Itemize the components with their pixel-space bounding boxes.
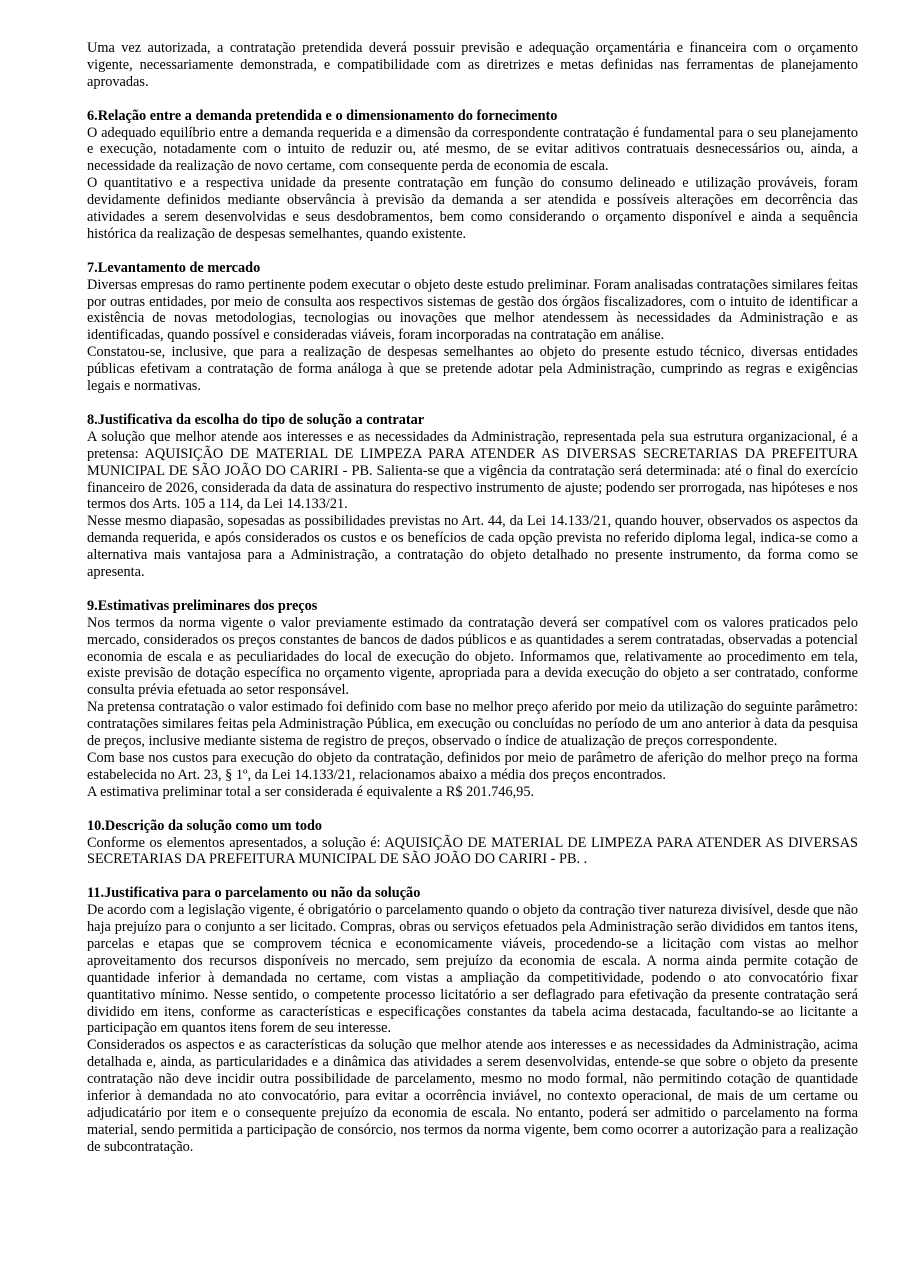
section-6-heading: 6.Relação entre a demanda pretendida e o dimensionamento do fornecimento (87, 107, 558, 124)
section-7-paragraph-1: Diversas empresas do ramo pertinente podem executar o objeto deste estudo preliminar. Foram analisadas contratações similares feitas por outras entidades, por meio de consulta aos respectivos sistemas de gestão dos órgãos fiscalizadores, com o intuito de identificar a existência de novas metodologias, tecnologias ou inovações que melhor atendessem às necessidades da Administração e as identificadas, quando possível e consideradas viáveis, foram incorporadas na contratação em análise. (87, 276, 858, 344)
section-11-heading: 11.Justificativa para o parcelamento ou não da solução (87, 885, 421, 902)
section-9-heading: 9.Estimativas preliminares dos preços (87, 597, 318, 614)
section-6-paragraph-2: O quantitativo e a respectiva unidade da presente contratação em função do consumo delineado e utilização prováveis, foram devidamente definidos mediante observância à previsão da demanda a ser atendida e possíveis alterações em decorrência das atividades a serem desenvolvidas e seus desdobramentos, bem como considerando o orçamento disponível e ainda a sequência histórica da realização de despesas semelhantes, quando existente. (87, 175, 858, 242)
section-10 (87, 818, 858, 869)
section-9-paragraph-4: A estimativa preliminar total a ser considerada é equivalente a R$ 201.746,95. (87, 783, 535, 800)
section-6-paragraph-1: O adequado equilíbrio entre a demanda requerida e a dimensão da correspondente contratação é fundamental para o seu planejamento e execução, notadamente com o intuito de reduzir ou, até mesmo, de se evitar aditivos contratuais desnecessários ou, ainda, a necessidade da realização de novo certame, com consequente perda de economia de escala. (87, 124, 858, 175)
section-7-heading: 7.Levantamento de mercado (87, 259, 261, 276)
section-9-paragraph-2: Na pretensa contratação o valor estimado foi definido com base no melhor preço aferido por meio da utilização do seguinte parâmetro: contratações similares feitas pela Administração Pública, em execução ou concluídas no período de um ano anterior à data da pesquisa de preços, inclusive mediante sistema de registro de preços, observado o índice de atualização de preços correspondente. (87, 699, 858, 750)
section-9-paragraph-1: Nos termos da norma vigente o valor previamente estimado da contratação deverá ser compatível com os valores praticados pelo mercado, considerados os preços constantes de bancos de dados públicos e as quantidades a serem contratadas, observadas a potencial economia de escala e as peculiaridades do local de execução do objeto. Informamos que, relativamente ao procedimento em tela, existe previsão de dotação específica no orçamento vigente, apropriada para a devida execução do objeto a ser contratado, conforme consulta prévia efetuada ao setor responsável. (87, 614, 858, 699)
section-11-paragraph-1: De acordo com a legislação vigente, é obrigatório o parcelamento quando o objeto da contração tiver natureza divisível, desde que não haja prejuízo para o conjunto a ser licitado. Compras, obras ou serviços efetuados pela Administração serão divididos em tantos itens, parcelas e etapas que se comprovem técnica e economicamente viáveis, procedendo-se a licitação com vistas ao melhor aproveitamento dos recursos disponíveis no mercado, sem prejuízo da economia de escala. A norma ainda permite cotação de quantidade inferior à demandada no certame, com vistas a ampliação da competitividade, podendo o ato convocatório fixar quantitativo mínimo. Nesse sentido, o competente processo licitatório a ser deflagrado para efetivação da presente contratação será dividido em itens, conforme as características e especificações constantes da tabela acima destacada, facultando-se ao licitante a participação em quantos itens forem de seu interesse. (87, 902, 858, 1037)
section-6 (87, 108, 858, 243)
section-7 (87, 260, 858, 395)
section-11 (87, 885, 858, 1156)
section-7-paragraph-2: Constatou-se, inclusive, que para a realização de despesas semelhantes ao objeto do presente estudo técnico, diversas entidades públicas efetivam a contratação de forma análoga à que se pretende adotar pela Administração, cumprindo as regras e exigências legais e normativas. (87, 344, 858, 395)
section-8-heading: 8.Justificativa da escolha do tipo de solução a contratar (87, 411, 425, 428)
intro-paragraph: Uma vez autorizada, a contratação pretendida deverá possuir previsão e adequação orçamentária e financeira com o orçamento vigente, necessariamente demonstrada, e compatibilidade com as diretrizes e metas definidas nas ferramentas de planejamento aprovadas. (87, 40, 858, 90)
intro-block (87, 40, 858, 91)
section-8-paragraph-2: Nesse mesmo diapasão, sopesadas as possibilidades previstas no Art. 44, da Lei 14.133/21, quando houver, observados os aspectos da demanda requerida, e após considerados os custos e os benefícios de cada opção prevista no referido diploma legal, indica-se como a alternativa mais vantajosa para a Administração, a contratação do objeto detalhado no presente instrumento, da forma como se apresenta. (87, 513, 858, 581)
section-10-paragraph-1: Conforme os elementos apresentados, a solução é: AQUISIÇÃO DE MATERIAL DE LIMPEZA PARA ATENDER AS DIVERSAS SECRETARIAS DA PREFEITURA MUNICIPAL DE SÃO JOÃO DO CARIRI - PB. . (87, 834, 858, 868)
document-page (87, 40, 858, 1156)
section-11-paragraph-2: Considerados os aspectos e as características da solução que melhor atende aos interesses e as necessidades da Administração, acima detalhada e, ainda, as particularidades e a dinâmica das atividades a serem desenvolvidas, entende-se que sobre o objeto da presente contratação não deve incidir outra possibilidade de parcelamento, mesmo no modo formal, não permitindo cotação de quantidade inferior à demandada no ato convocatório, para evitar a ocorrência inviável, no contexto operacional, de mais de um certame ou adjudicatário por item e o consequente prejuízo da economia de escala. No entanto, poderá ser admitido o parcelamento na forma material, sendo permitida a participação de consórcio, nos termos da norma vigente, bem como ocorrer a autorização para a realização de subcontratação. (87, 1037, 858, 1155)
section-8-paragraph-1: A solução que melhor atende aos interesses e as necessidades da Administração, representada pela sua estrutura organizacional, é a pretensa: AQUISIÇÃO DE MATERIAL DE LIMPEZA PARA ATENDER AS DIVERSAS SECRETARIAS DA PREFEITURA MUNICIPAL DE SÃO JOÃO DO CARIRI - PB. Salienta-se que a vigência da contratação será determinada: até o final do exercício financeiro de 2026, considerada da data de assinatura do respectivo instrumento de ajuste; podendo ser prorrogada, nas hipóteses e nos termos dos Arts. 105 a 114, da Lei 14.133/21. (87, 428, 858, 513)
section-9-paragraph-3: Com base nos custos para execução do objeto da contratação, definidos por meio de parâmetro de aferição do melhor preço na forma estabelecida no Art. 23, § 1º, da Lei 14.133/21, relacionamos abaixo a média dos preços encontrados. (87, 750, 858, 783)
section-10-heading: 10.Descrição da solução como um todo (87, 817, 323, 834)
section-9 (87, 598, 858, 801)
section-8 (87, 412, 858, 581)
